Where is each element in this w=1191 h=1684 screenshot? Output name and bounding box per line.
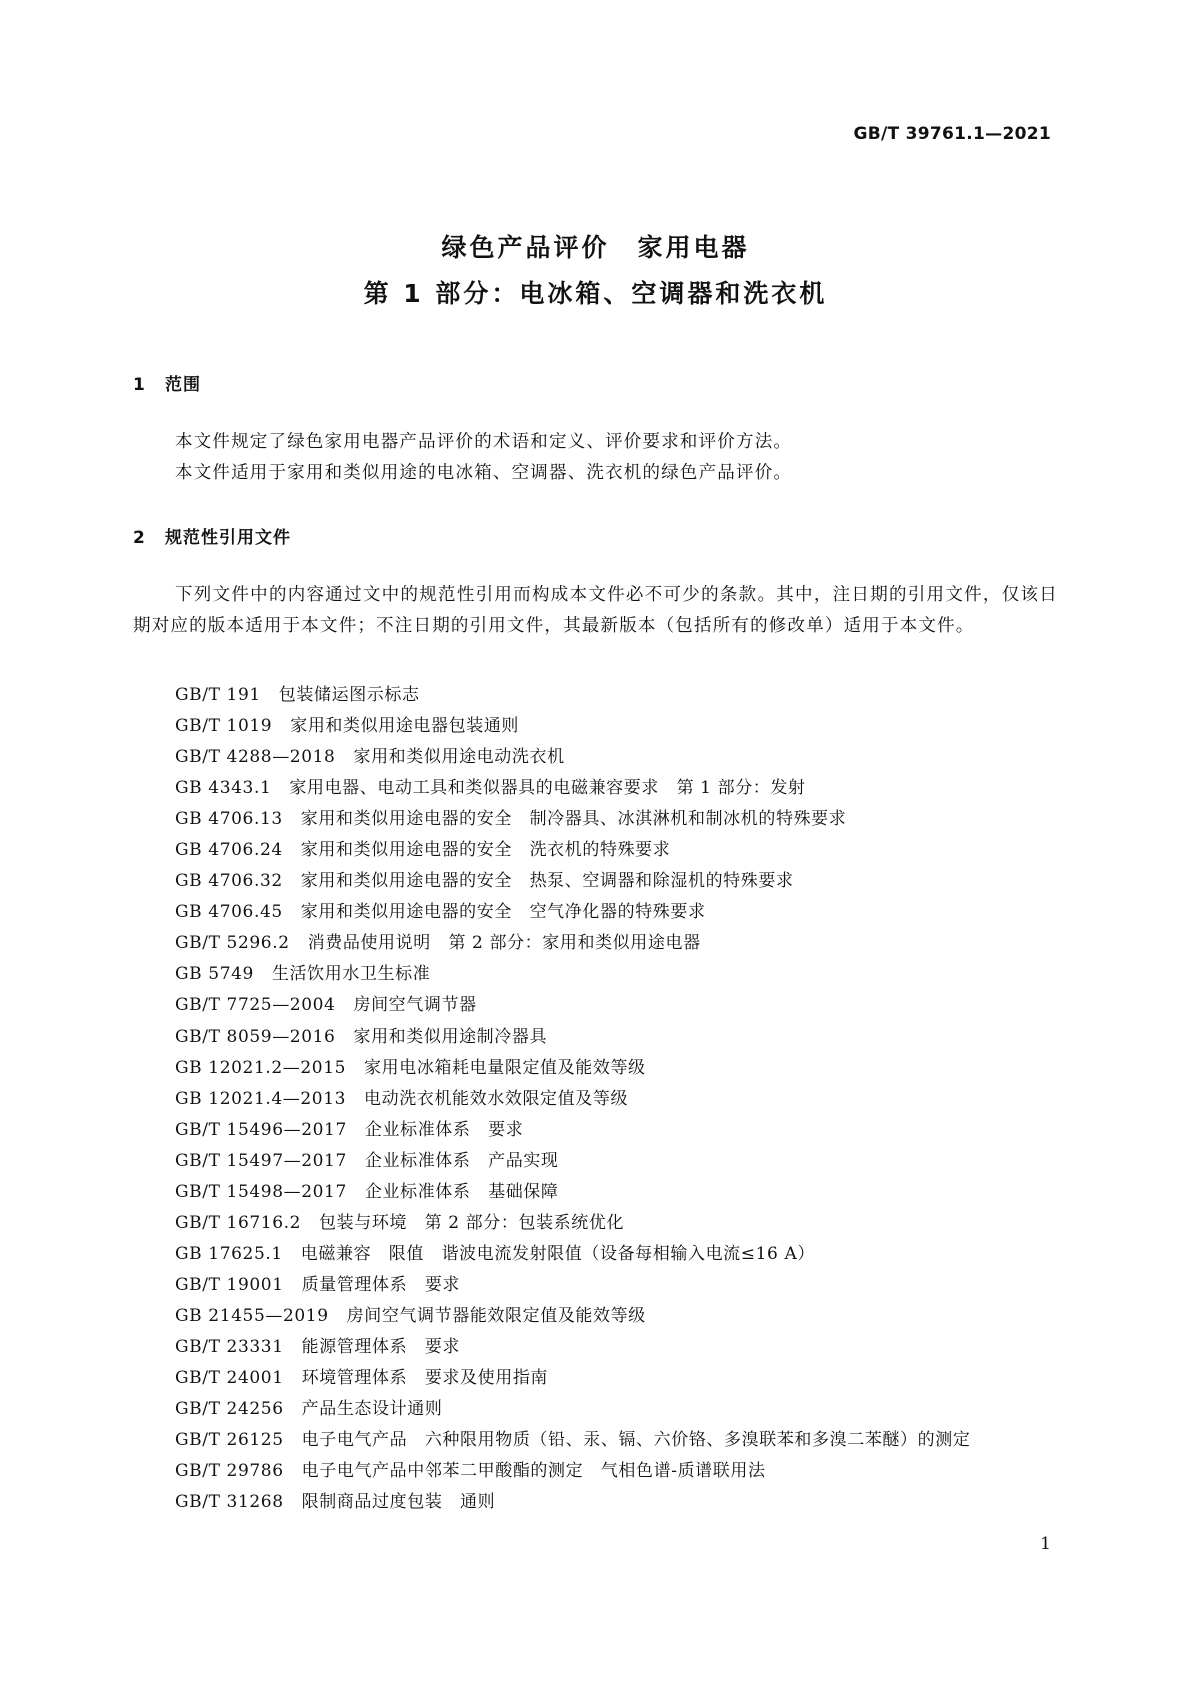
reference-code: GB 21455—2019 <box>175 1305 329 1326</box>
reference-item <box>175 1332 970 1363</box>
reference-code: GB/T 19001 <box>175 1274 284 1295</box>
reference-title: 家用和类似用途电器的安全 洗衣机的特殊要求 <box>300 840 671 861</box>
reference-title: 企业标准体系 要求 <box>364 1119 524 1140</box>
reference-title: 电子电气产品 六种限用物质（铅、汞、镉、六价铬、多溴联苯和多溴二苯醚）的测定 <box>301 1430 971 1451</box>
reference-list <box>175 680 970 1518</box>
reference-item <box>175 1363 970 1394</box>
reference-item <box>175 711 970 742</box>
reference-title: 家用电冰箱耗电量限定值及能效等级 <box>364 1057 646 1078</box>
document-title-line1: 绿色产品评价 家用电器 <box>441 233 750 262</box>
section-title: 范围 <box>165 375 201 395</box>
reference-title: 家用和类似用途制冷器具 <box>353 1026 548 1047</box>
reference-title: 限制商品过度包装 通则 <box>301 1492 496 1513</box>
reference-code: GB/T 5296.2 <box>175 933 290 954</box>
reference-item <box>175 959 970 990</box>
section-title: 规范性引用文件 <box>165 528 291 548</box>
reference-item <box>175 680 970 711</box>
reference-item <box>175 742 970 773</box>
reference-title: 房间空气调节器 <box>353 995 477 1016</box>
reference-item <box>175 1270 970 1301</box>
reference-item <box>175 804 970 835</box>
standard-code: GB/T 39761.1—2021 <box>853 124 1051 144</box>
reference-item <box>175 1301 970 1332</box>
reference-item <box>175 1177 970 1208</box>
document-title-line2: 第 1 部分：电冰箱、空调器和洗衣机 <box>363 279 828 308</box>
section-2-intro: 下列文件中的内容通过文中的规范性引用而构成本文件必不可少的条款。其中，注日期的引用文件，仅该日期对应的版本适用于本文件；不注日期的引用文件，其最新版本（包括所有的修改单）适用于本文件。 <box>133 585 1058 636</box>
reference-title: 家用电器、电动工具和类似器具的电磁兼容要求 第 1 部分：发射 <box>289 778 806 799</box>
reference-code: GB/T 1019 <box>175 716 273 737</box>
reference-title: 电磁兼容 限值 谐波电流发射限值（设备每相输入电流≤16 A） <box>300 1243 815 1264</box>
reference-item <box>175 1022 970 1053</box>
reference-code: GB/T 31268 <box>175 1492 284 1513</box>
reference-title: 包装与环境 第 2 部分：包装系统优化 <box>319 1212 625 1233</box>
section-number: 2 <box>133 528 146 548</box>
paragraph: 本文件规定了绿色家用电器产品评价的术语和定义、评价要求和评价方法。 <box>175 432 793 452</box>
reference-item <box>175 990 970 1021</box>
reference-item <box>175 1084 970 1115</box>
reference-item <box>175 866 970 897</box>
reference-title: 环境管理体系 要求及使用指南 <box>301 1368 549 1389</box>
reference-item <box>175 773 970 804</box>
reference-code: GB 17625.1 <box>175 1243 283 1264</box>
reference-code: GB 4706.32 <box>175 871 283 892</box>
reference-code: GB 4706.24 <box>175 840 283 861</box>
reference-code: GB/T 16716.2 <box>175 1212 302 1233</box>
reference-title: 包装储运图示标志 <box>278 685 420 705</box>
reference-title: 电子电气产品中邻苯二甲酸酯的测定 气相色谱-质谱联用法 <box>301 1461 766 1482</box>
reference-title: 家用和类似用途电器的安全 制冷器具、冰淇淋机和制冰机的特殊要求 <box>300 809 847 830</box>
reference-title: 质量管理体系 要求 <box>301 1274 461 1295</box>
reference-code: GB/T 8059—2016 <box>175 1026 336 1047</box>
reference-item <box>175 1208 970 1239</box>
reference-code: GB 4706.45 <box>175 902 283 923</box>
reference-item <box>175 835 970 866</box>
reference-item <box>175 1146 970 1177</box>
reference-item <box>175 1425 970 1456</box>
reference-title: 房间空气调节器能效限定值及能效等级 <box>346 1305 646 1326</box>
reference-item <box>175 1053 970 1084</box>
reference-item <box>175 1115 970 1146</box>
section-1-heading <box>133 370 201 395</box>
reference-code: GB 12021.2—2015 <box>175 1057 347 1078</box>
reference-item <box>175 1456 970 1487</box>
reference-code: GB 12021.4—2013 <box>175 1088 347 1109</box>
paragraph: 本文件适用于家用和类似用途的电冰箱、空调器、洗衣机的绿色产品评价。 <box>175 463 793 483</box>
reference-code: GB 4706.13 <box>175 809 283 830</box>
page-number: 1 <box>1040 1534 1051 1554</box>
reference-item <box>175 928 970 959</box>
reference-code: GB/T 15496—2017 <box>175 1119 347 1140</box>
reference-title: 家用和类似用途电器包装通则 <box>290 716 520 737</box>
reference-code: GB/T 4288—2018 <box>175 747 336 768</box>
reference-title: 产品生态设计通则 <box>301 1399 443 1420</box>
reference-title: 生活饮用水卫生标准 <box>271 964 431 985</box>
reference-code: GB/T 26125 <box>175 1430 284 1451</box>
reference-code: GB 5749 <box>175 964 254 985</box>
reference-title: 企业标准体系 基础保障 <box>364 1181 559 1202</box>
reference-code: GB/T 15497—2017 <box>175 1150 347 1171</box>
reference-title: 家用和类似用途电动洗衣机 <box>353 747 565 768</box>
reference-code: GB/T 23331 <box>175 1336 284 1357</box>
reference-title: 家用和类似用途电器的安全 热泵、空调器和除湿机的特殊要求 <box>300 871 794 892</box>
reference-code: GB/T 29786 <box>175 1461 284 1482</box>
reference-title: 能源管理体系 要求 <box>301 1336 461 1357</box>
reference-title: 家用和类似用途电器的安全 空气净化器的特殊要求 <box>300 902 706 923</box>
reference-code: GB/T 24256 <box>175 1399 284 1420</box>
reference-code: GB/T 7725—2004 <box>175 995 336 1016</box>
reference-item <box>175 897 970 928</box>
reference-code: GB/T 15498—2017 <box>175 1181 347 1202</box>
section-number: 1 <box>133 375 146 395</box>
reference-title: 电动洗衣机能效水效限定值及等级 <box>364 1088 629 1109</box>
reference-code: GB/T 191 <box>175 685 261 705</box>
reference-title: 消费品使用说明 第 2 部分：家用和类似用途电器 <box>307 933 701 954</box>
reference-item <box>175 1394 970 1425</box>
reference-item <box>175 1239 970 1270</box>
section-2-heading <box>133 523 291 548</box>
reference-item <box>175 1487 970 1518</box>
reference-code: GB 4343.1 <box>175 778 272 799</box>
reference-title: 企业标准体系 产品实现 <box>364 1150 559 1171</box>
reference-code: GB/T 24001 <box>175 1368 284 1389</box>
